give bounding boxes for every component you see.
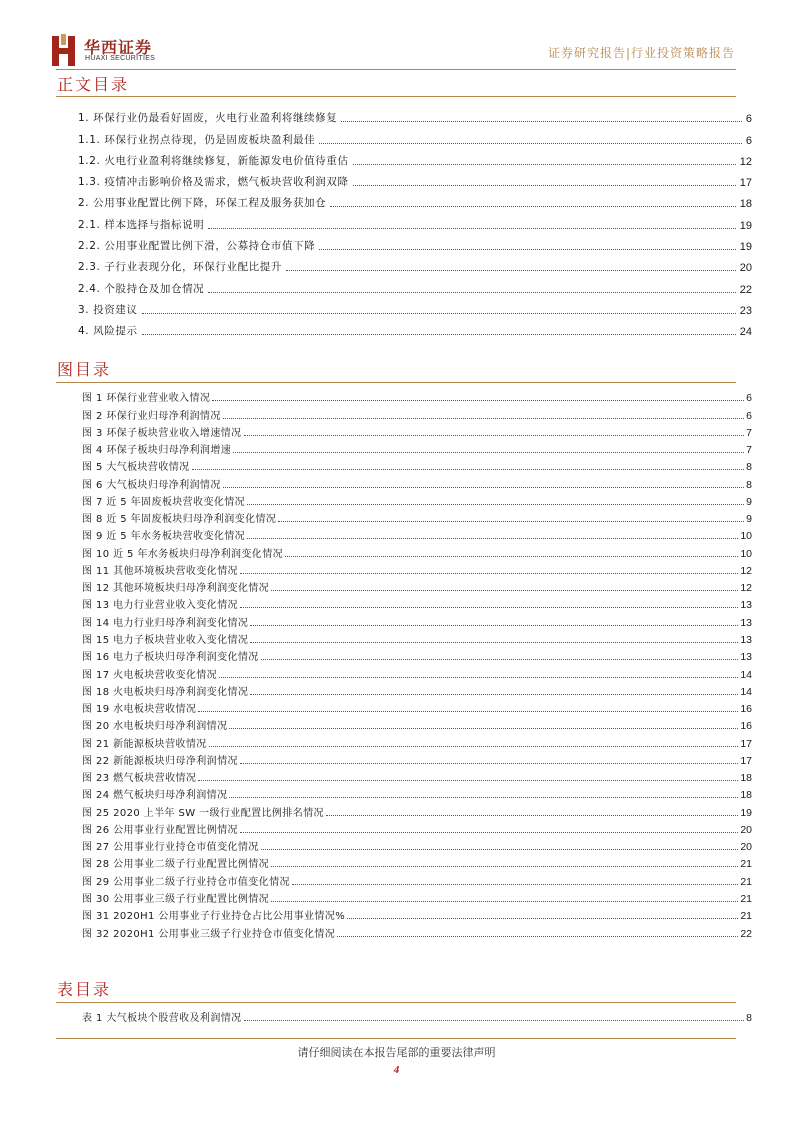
figure-entry[interactable]	[82, 577, 752, 594]
dot-leader	[209, 746, 739, 747]
figure-entry-page: 9	[746, 513, 752, 526]
figure-entry-page: 21	[740, 858, 752, 871]
toc-entry-text: 4. 风险提示	[78, 325, 138, 338]
dot-leader	[208, 228, 735, 229]
figure-entry[interactable]	[82, 629, 752, 646]
dot-leader	[261, 659, 739, 660]
figure-entry[interactable]	[82, 888, 752, 905]
figure-entry-page: 18	[740, 789, 752, 802]
dot-leader	[292, 884, 738, 885]
dot-leader	[250, 642, 738, 643]
figure-entry[interactable]	[82, 594, 752, 611]
toc-entry-page: 19	[739, 241, 752, 254]
dot-leader	[347, 918, 738, 919]
figure-entry[interactable]	[82, 646, 752, 663]
figure-entry[interactable]	[82, 732, 752, 749]
figure-entry[interactable]	[82, 611, 752, 628]
report-type-label: 证券研究报告|行业投资策略报告	[547, 46, 735, 60]
dot-leader	[261, 849, 739, 850]
toc-entry[interactable]	[78, 125, 752, 146]
figure-entry-text: 图 30 公用事业三级子行业配置比例情况	[82, 893, 270, 905]
toc-entry[interactable]	[78, 210, 752, 231]
figure-entry-text: 图 5 大气板块营收情况	[82, 462, 190, 474]
toc-entry-text: 2.3. 子行业表现分化，环保行业配比提升	[78, 261, 282, 274]
brand-name-en: HUAXI SECURITIES	[85, 55, 156, 62]
dot-leader	[208, 292, 735, 293]
page-number: 4	[393, 1064, 400, 1076]
figure-entry-page: 7	[746, 444, 752, 457]
toc-entry-text: 2.4. 个股持仓及加仓情况	[78, 282, 205, 295]
dot-leader	[271, 901, 738, 902]
figure-entry[interactable]	[82, 715, 752, 732]
dot-leader	[353, 185, 736, 186]
dot-leader	[319, 143, 742, 144]
toc-entry-page: 6	[745, 113, 752, 126]
toc-title: 正文目录	[57, 75, 130, 94]
toc-entry[interactable]	[78, 274, 752, 295]
toc-entry-text: 1. 环保行业仍最看好固废，火电行业盈利将继续修复	[78, 112, 338, 125]
figure-entry-text: 图 28 公用事业二级子行业配置比例情况	[82, 859, 270, 871]
figure-entry[interactable]	[82, 491, 752, 508]
figure-entry-page: 21	[740, 892, 752, 905]
dot-leader	[250, 694, 738, 695]
toc-entry-page: 19	[739, 219, 752, 232]
toc-entry-page: 6	[745, 134, 752, 147]
figure-entry-text: 图 22 新能源板块归母净利润情况	[82, 755, 238, 767]
toc-title-divider	[56, 96, 736, 97]
toc-entry-page: 18	[739, 198, 752, 211]
figures-title-divider	[56, 382, 736, 383]
figure-entry[interactable]	[82, 404, 752, 421]
figure-entry-text: 图 24 燃气板块归母净利润情况	[82, 790, 228, 802]
figure-entry-page: 13	[740, 599, 752, 612]
figure-entry-text: 图 25 2020 上半年 SW 一级行业配置比例排名情况	[82, 807, 324, 819]
toc-entry-page: 23	[739, 304, 752, 317]
toc-entry-page: 17	[739, 177, 752, 190]
footer-divider	[56, 1038, 736, 1039]
figure-entry-page: 10	[740, 547, 752, 560]
toc-entry-text: 2. 公用事业配置比例下降，环保工程及服务获加仓	[78, 197, 327, 210]
dot-leader	[271, 866, 738, 867]
dot-leader	[229, 728, 738, 729]
dot-leader	[353, 164, 736, 165]
figure-entry-text: 图 2 环保行业归母净利润情况	[82, 410, 221, 422]
figure-entry[interactable]	[82, 681, 752, 698]
dot-leader	[198, 780, 738, 781]
figure-entry-page: 14	[740, 685, 752, 698]
dot-leader	[278, 521, 744, 522]
dot-leader	[240, 607, 738, 608]
toc-entry-text: 1.2. 火电行业盈利将继续修复，新能源发电价值待重估	[78, 154, 349, 167]
dot-leader	[319, 249, 735, 250]
toc-entry-text: 1.1. 环保行业拐点待现，仍是固废板块盈利最佳	[78, 133, 316, 146]
toc-entry[interactable]	[78, 253, 752, 274]
dot-leader	[271, 590, 738, 591]
dot-leader	[285, 556, 738, 557]
dot-leader	[240, 763, 738, 764]
figure-entry[interactable]	[82, 784, 752, 801]
figure-entry[interactable]	[82, 508, 752, 525]
figure-entry-text: 图 20 水电板块归母净利润情况	[82, 721, 228, 733]
figure-entry[interactable]	[82, 560, 752, 577]
figure-entry-page: 6	[746, 409, 752, 422]
figure-entry-text: 图 12 其他环境板块归母净利润变化情况	[82, 583, 270, 595]
figure-entry-text: 图 26 公用事业行业配置比例情况	[82, 824, 238, 836]
figure-entry-text: 图 7 近 5 年固废板块营收变化情况	[82, 496, 246, 508]
toc-entry-page: 12	[739, 155, 752, 168]
figure-entry-text: 图 17 火电板块营收变化情况	[82, 669, 218, 681]
toc-entry-text: 2.2. 公用事业配置比例下滑，公募持仓市值下降	[78, 240, 316, 253]
toc-entry[interactable]	[78, 296, 752, 317]
dot-leader	[244, 1020, 745, 1021]
dot-leader	[223, 487, 744, 488]
figure-entry-page: 8	[746, 461, 752, 474]
figure-entry-text: 图 23 燃气板块营收情况	[82, 773, 197, 785]
dot-leader	[341, 121, 742, 122]
toc-entry-page: 20	[739, 262, 752, 275]
figures-title: 图目录	[57, 360, 112, 379]
figure-entry-page: 17	[740, 737, 752, 750]
figure-entry-page: 20	[740, 823, 752, 836]
dot-leader	[192, 469, 745, 470]
figure-entry-page: 12	[740, 582, 752, 595]
figure-entry-page: 18	[740, 772, 752, 785]
legal-disclaimer: 请仔细阅读在本报告尾部的重要法律声明	[297, 1046, 496, 1059]
figure-entry[interactable]	[82, 922, 752, 939]
figure-entry[interactable]	[82, 853, 752, 870]
dot-leader	[142, 334, 736, 335]
figure-entry[interactable]	[82, 819, 752, 836]
brand-name-cn: 华西证券	[84, 38, 153, 57]
figure-entry-text: 图 3 环保子板块营业收入增速情况	[82, 427, 242, 439]
figure-entry-text: 图 16 电力子板块归母净利润变化情况	[82, 652, 259, 664]
tables-title-divider	[56, 1002, 736, 1003]
figure-entry-page: 21	[740, 910, 752, 923]
figure-entry-text: 图 15 电力子板块营业收入变化情况	[82, 634, 249, 646]
dot-leader	[330, 206, 735, 207]
figure-entry[interactable]	[82, 750, 752, 767]
figure-entry-text: 图 21 新能源板块营收情况	[82, 738, 207, 750]
table-list	[82, 1007, 752, 1024]
toc-entry[interactable]	[78, 189, 752, 210]
figure-entry-text: 图 9 近 5 年水务板块营收变化情况	[82, 531, 246, 543]
figure-entry-page: 8	[746, 478, 752, 491]
figure-entry-text: 图 27 公用事业行业持仓市值变化情况	[82, 842, 259, 854]
header-divider	[56, 69, 736, 70]
toc-entry-page: 24	[739, 326, 752, 339]
dot-leader	[244, 435, 745, 436]
figure-entry[interactable]	[82, 422, 752, 439]
dot-leader	[326, 815, 738, 816]
figure-entry[interactable]	[82, 387, 752, 404]
figure-entry[interactable]	[82, 663, 752, 680]
figure-entry-text: 图 6 大气板块归母净利润情况	[82, 479, 221, 491]
figure-entry-text: 图 14 电力行业归母净利润变化情况	[82, 617, 249, 629]
figure-entry-page: 13	[740, 616, 752, 629]
figure-entry-page: 19	[740, 806, 752, 819]
figure-entry-page: 14	[740, 668, 752, 681]
table-entry[interactable]	[82, 1007, 752, 1024]
dot-leader	[233, 452, 744, 453]
toc-entry-text: 1.3. 疫情冲击影响价格及需求，燃气板块营收利润双降	[78, 176, 349, 189]
figure-entry-text: 图 1 环保行业营业收入情况	[82, 393, 211, 405]
toc-list	[78, 104, 752, 338]
dot-leader	[212, 400, 744, 401]
toc-entry-page: 22	[739, 283, 752, 296]
table-entry-text: 表 1 大气板块个股营收及利润情况	[82, 1013, 242, 1025]
tables-title: 表目录	[57, 980, 112, 999]
figure-entry-page: 17	[740, 754, 752, 767]
figure-entry[interactable]	[82, 456, 752, 473]
table-entry-page: 8	[746, 1012, 752, 1025]
huaxi-logo-icon	[52, 34, 78, 68]
dot-leader	[286, 270, 736, 271]
figure-entry-text: 图 32 2020H1 公用事业三级子行业持仓市值变化情况	[82, 928, 336, 940]
toc-entry-text: 3. 投资建议	[78, 303, 138, 316]
toc-entry[interactable]	[78, 147, 752, 168]
dot-leader	[247, 504, 744, 505]
figure-entry-page: 10	[740, 530, 752, 543]
figure-entry[interactable]	[82, 525, 752, 542]
figure-entry-page: 9	[746, 495, 752, 508]
dot-leader	[219, 677, 738, 678]
toc-entry[interactable]	[78, 104, 752, 125]
figure-entry[interactable]	[82, 473, 752, 490]
figure-entry-page: 16	[740, 720, 752, 733]
figure-entry[interactable]	[82, 870, 752, 887]
figure-entry[interactable]	[82, 767, 752, 784]
dot-leader	[198, 711, 738, 712]
toc-entry-text: 2.1. 样本选择与指标说明	[78, 218, 205, 231]
figure-entry-text: 图 11 其他环境板块营收变化情况	[82, 565, 238, 577]
figure-entry[interactable]	[82, 836, 752, 853]
figure-entry-text: 图 19 水电板块营收情况	[82, 704, 197, 716]
dot-leader	[240, 573, 738, 574]
figure-entry-text: 图 13 电力行业营业收入变化情况	[82, 600, 238, 612]
figure-entry-text: 图 10 近 5 年水务板块归母净利润变化情况	[82, 548, 284, 560]
dot-leader	[250, 625, 738, 626]
figure-entry-page: 20	[740, 841, 752, 854]
figure-entry-page: 13	[740, 651, 752, 664]
figure-entry-page: 7	[746, 426, 752, 439]
dot-leader	[240, 832, 738, 833]
figure-entry[interactable]	[82, 698, 752, 715]
figure-entry-page: 6	[746, 392, 752, 405]
figure-entry-text: 图 31 2020H1 公用事业子行业持仓占比公用事业情况%	[82, 911, 346, 923]
figure-entry[interactable]	[82, 439, 752, 456]
dot-leader	[229, 797, 738, 798]
figure-entry-page: 22	[740, 927, 752, 940]
toc-entry[interactable]	[78, 232, 752, 253]
dot-leader	[223, 418, 744, 419]
figure-entry-text: 图 29 公用事业二级子行业持仓市值变化情况	[82, 876, 290, 888]
figure-entry-text: 图 4 环保子板块归母净利润增速	[82, 445, 232, 457]
figure-entry[interactable]	[82, 905, 752, 922]
toc-entry[interactable]	[78, 168, 752, 189]
figure-entry[interactable]	[82, 542, 752, 559]
figure-entry-text: 图 8 近 5 年固废板块归母净利润变化情况	[82, 514, 277, 526]
figure-entry-text: 图 18 火电板块归母净利润变化情况	[82, 686, 249, 698]
figure-list	[82, 387, 752, 940]
figure-entry-page: 21	[740, 875, 752, 888]
dot-leader	[247, 538, 738, 539]
dot-leader	[142, 313, 736, 314]
figure-entry-page: 12	[740, 564, 752, 577]
page-header	[0, 0, 793, 72]
figure-entry-page: 13	[740, 633, 752, 646]
dot-leader	[337, 936, 738, 937]
toc-entry[interactable]	[78, 317, 752, 338]
figure-entry-page: 16	[740, 703, 752, 716]
figure-entry[interactable]	[82, 801, 752, 818]
